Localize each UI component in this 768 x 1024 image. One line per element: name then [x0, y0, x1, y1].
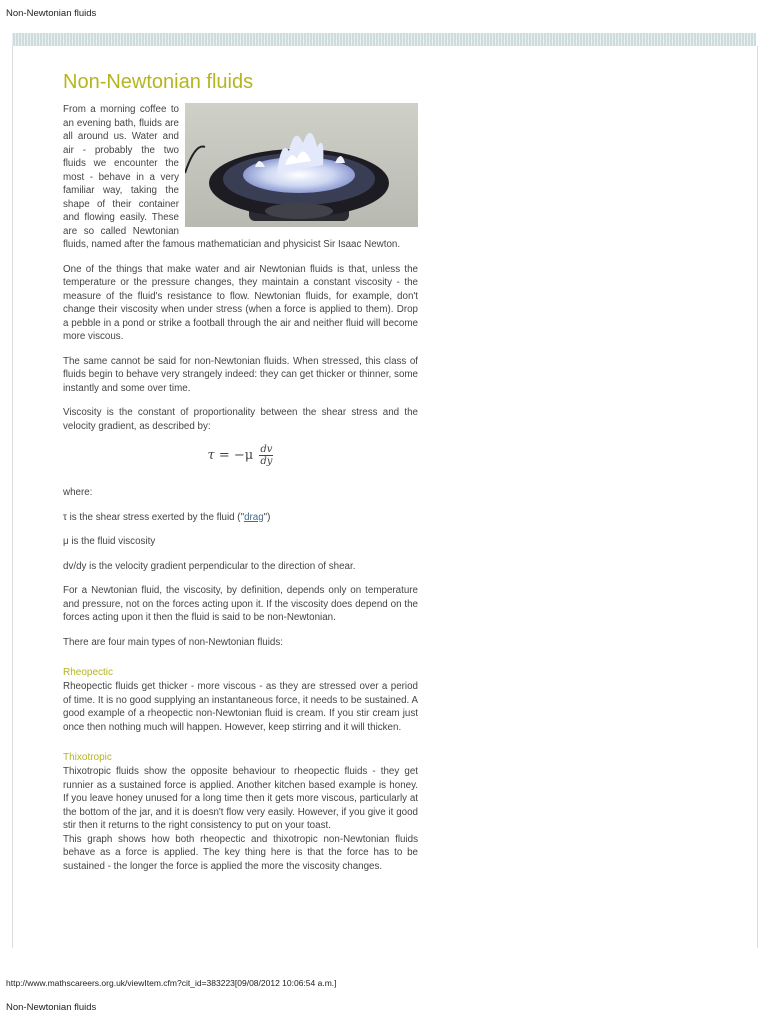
paragraph-newtonian-definition: For a Newtonian fluid, the viscosity, by definition, depends only on temperature and pressure, not on the forces acting upon it. If the viscosity does depend on the forces acting upon it then the fluid is said to be non-Newtonian.	[63, 585, 418, 623]
paragraph-rheopectic: Rheopectic fluids get thicker - more viscous - as they are stressed over a period of time. It is no good supplying an instantaneous force, it needs to be sustained. A good example of a rheopectic non-Newtonian fluid is cream. If you stir cream just once then nothing much will happen. However, keep stirring and it will thicken.	[63, 681, 418, 733]
equation-lhs: τ	[207, 448, 215, 463]
definition-tau-suffix: ")	[263, 511, 271, 523]
equation-numerator: dv	[260, 444, 273, 455]
equation-denominator: dy	[260, 456, 273, 467]
print-header-title: Non-Newtonian fluids	[6, 8, 97, 19]
definition-mu: μ is the fluid viscosity	[63, 536, 156, 547]
where-label: where:	[63, 487, 93, 498]
equation-rhs: = −μ	[218, 448, 254, 463]
definition-velocity-gradient: dv/dy is the velocity gradient perpendicular to the direction of shear.	[63, 560, 356, 572]
definition-tau	[63, 511, 418, 525]
drag-link[interactable]: drag	[244, 511, 264, 523]
paragraph-viscosity-definition: Viscosity is the constant of proportionality between the shear stress and the velocity gradient, as described by:	[63, 407, 418, 432]
paragraph-graph-description: This graph shows how both rheopectic and thixotropic non-Newtonian fluids behave as a force is applied. The key thing here is that the force has to be sustained - the longer the force is applied the more the viscosity changes.	[63, 833, 418, 872]
paragraph-constant-viscosity: One of the things that make water and air Newtonian fluids is that, unless the temperature or the pressure changes, they maintain a constant viscosity - the measure of the fluid's resistance to flow. Newtonian fluids, for example, don't change their viscosity when under stress (when a force is applied to them). Drop a pebble in a pond or strike a football through the air and neither fluid will become more viscous.	[63, 263, 418, 342]
viscosity-equation	[63, 444, 418, 478]
heading-thixotropic: Thixotropic	[63, 752, 112, 763]
heading-rheopectic: Rheopectic	[63, 667, 114, 678]
print-footer-url: http://www.mathscareers.org.uk/viewItem.cfm?cit_id=383223[09/08/2012 10:06:54 a.m.]	[6, 978, 337, 988]
site-banner-stripe	[12, 33, 756, 46]
paragraph-thixotropic: Thixotropic fluids show the opposite behaviour to rheopectic fluids - they get runnier as a sustained force is applied. Another kitchen based example is honey. If you leave honey unused for a long time then it gets more viscous, particularly at the bottom of the jar, and it is doesn't flow very easily. However, if you give it good stir then it returns to the right consistency to put on your toast.	[63, 766, 418, 831]
equation-fraction	[259, 444, 273, 467]
speaker-fluid-image	[185, 103, 418, 227]
next-page-header-title: Non-Newtonian fluids	[6, 1002, 97, 1013]
paragraph-four-types: There are four main types of non-Newtonian fluids:	[63, 636, 283, 648]
definition-tau-prefix: τ is the shear stress exerted by the fluid ("	[63, 511, 245, 523]
intro-paragraph: From a morning coffee to an evening bath, fluids are all around us. Water and air - probably the two fluids we encounter the most - behave in a very familiar way, taking the shape of their container and flowing easily. These are so called Newtonian fluids, named after the famous mathematician and physicist Sir Isaac Newton.	[63, 104, 401, 250]
article-title: Non-Newtonian fluids	[63, 71, 254, 93]
paragraph-non-newtonian-intro: The same cannot be said for non-Newtonian fluids. When stressed, this class of fluids begin to behave very strangely indeed: they can get thicker or thinner, some instantly and some over time.	[63, 355, 418, 394]
article	[63, 70, 418, 884]
